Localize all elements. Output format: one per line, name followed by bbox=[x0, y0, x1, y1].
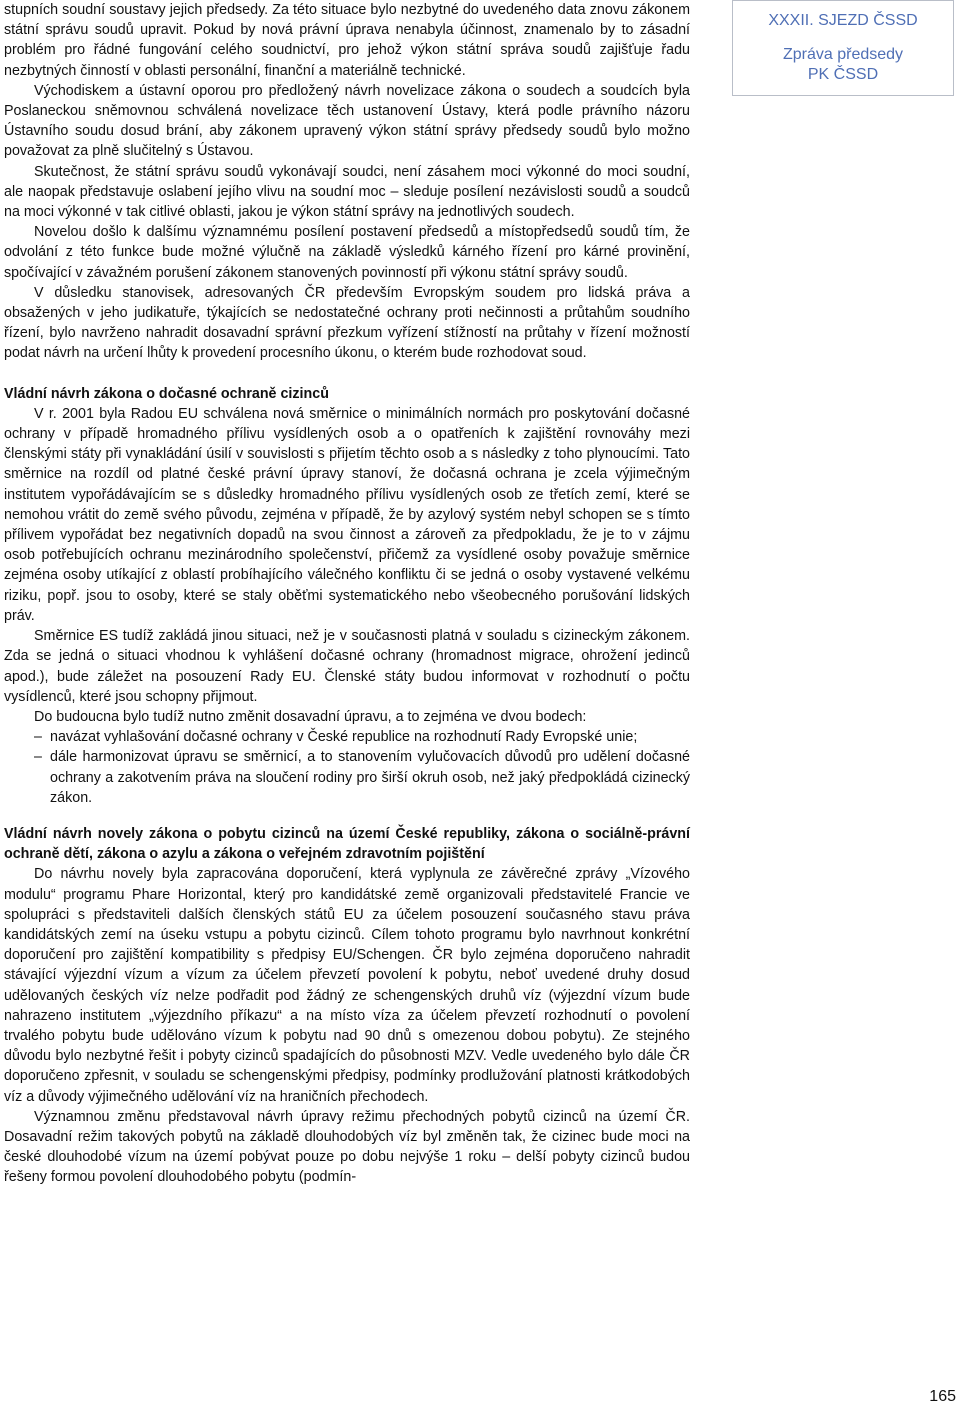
list-item-text: dále harmonizovat úpravu se směrnicí, a to stanovením vylučovacích důvodů pro udělení dočasné ochrany a zakotvením práva na sloučení rodiny pro širší okruh osob, než jaký předpokládá cizinecký zákon. bbox=[50, 749, 690, 806]
paragraph: V r. 2001 byla Radou EU schválena nová směrnice o minimálních normách pro poskytování dočasné ochrany v případě hromadného přílivu vysídlených osob a o opatřeních k zajištění rovnováhy mezi členskými státy při vynakládání úsilí v souvislosti s přijetím těchto osob a s následky z toho plynoucími. Tato směrnice na rozdíl od platné české právní úpravy stanoví, že dočasná ochrana je zcela výjimečným institutem vypořádávajícím se s důsledky hromadného přílivu vysídlených osob ze třetích zemí, které se nemohou vrátit do země svého původu, zejména v případě, že by azylový systém nebyl schopen se s tímto přílivem vypořádat bez negativních dopadů na svou činnost a zároveň za předpokladu, že je to v zájmu osob potřebujících ochranu mezinárodního společenství, přičemž za vysídlené osoby považuje směrnice zejména osoby utíkající z oblastí probíhajícího válečného konfliktu či se jedná o osoby vystavené velkému riziku, popř. jsou to osoby, které se staly oběťmi systematického nebo všeobecného porušování lidských práv. bbox=[4, 405, 690, 624]
paragraph: Skutečnost, že státní správu soudů vykonávají soudci, není zásahem moci výkonné do moci soudní, ale naopak představuje oslabení jejího vlivu na soudní moc – sleduje posílení nezávislosti soudů a soudců na moci výkonné v tak citlivé oblasti, jakou je výkon státní správy na jednotlivých soudech. bbox=[4, 163, 690, 221]
dash-list bbox=[4, 727, 690, 808]
report-subtitle-line1: Zpráva předsedy bbox=[782, 46, 904, 63]
dash-bullet: – bbox=[34, 749, 42, 766]
list-item bbox=[4, 747, 690, 808]
page-number: 165 bbox=[929, 1388, 956, 1405]
dash-bullet: – bbox=[34, 729, 42, 746]
section-heading: Vládní návrh zákona o dočasné ochraně cizinců bbox=[4, 385, 329, 402]
chapter-marker-box bbox=[732, 0, 954, 96]
list-item-text: navázat vyhlašování dočasné ochrany v České republice na rozhodnutí Rady Evropské unie; bbox=[50, 729, 638, 746]
paragraph: Do návrhu novely byla zapracována doporučení, která vyplynula ze závěrečné zprávy „Vízového modulu“ programu Phare Horizontal, který pro kandidátské země organizovali představitelé Francie ve spolupráci s představiteli dalších členských států EU za účelem posouzení současného stavu práva kandidátských zemí na úseku vstupu a pobytu cizinců. Cílem tohoto programu bylo navrhnout konkrétní doporučení pro zajištění kompatibility s předpisy EU/Schengen. ČR bylo zejména doporučeno nahradit stávající výjezdní vízum a vízum za účelem převzetí povolení k pobytu, neboť uvedené druhy dosud udělovaných českých víz nelze podřadit pod žádný ze schengenských druhů víz (výjezdní vízum bude nahrazeno institutem „výjezdního příkazu“ a na místo víza za účelem převzetí rozhodnutí o povolení trvalého pobytu bude udělováno vízum k pobytu nad 90 dnů s omezenou dobou pobytu). Ze stejného důvodu bylo nezbytné řešit i pobyty cizinců spadajících do působnosti MZV. Vedle uvedeného bylo dále ČR doporučeno zpřesnit, v souladu se schengenskými předpisy, podmínky prodlužování platnosti krátkodobých víz a důvody výjimečného udělování víz na hraničních přechodech. bbox=[4, 866, 690, 1105]
paragraph: Významnou změnu představoval návrh úpravy režimu přechodných pobytů cizinců na území ČR. Dosavadní režim takových pobytů na základě dlouhodobých víz byl změněn tak, že cizinec bude moci na české dlouhodobé vízum na území pobývat pouze po dobu nejvýše 1 roku – delší pobyty cizinců budou řešeny formou povolení dlouhodobého pobytu (podmín- bbox=[4, 1108, 690, 1186]
paragraph: Novelou došlo k dalšímu významnému posílení postavení předsedů a místopředsedů soudů tím, že odvolání z této funkce bude možné výlučně na základě výsledků kárného řízení pro kárné provinění, spočívající v závažném porušení zákonem stanovených povinností při výkonu státní správy soudů. bbox=[4, 224, 690, 281]
paragraph: V důsledku stanovisek, adresovaných ČR především Evropským soudem pro lidská práva a obsažených v jeho judikatuře, týkajících se nedostatečné ochrany proti nečinnosti a průtahům soudního řízení, bylo navrženo nahradit dosavadní správní přezkum vyřízení stížností na průtahy v řízení možností podat návrh na určení lhůty k provedení procesního úkonu, o kterém bude rozhodovat soud. bbox=[4, 284, 690, 362]
section-gap bbox=[4, 808, 690, 824]
paragraph: Do budoucna bylo tudíž nutno změnit dosavadní úpravu, a to zejména ve dvou bodech: bbox=[34, 708, 587, 725]
main-text-column bbox=[4, 0, 690, 1188]
paragraph: Východiskem a ústavní oporou pro předložený návrh novelizace zákona o soudech a soudcích byla Poslaneckou sněmovnou schválená novelizace těch ustanovení Ústavy, která podle právního názoru Ústavního soudu dosud brání, aby zákonem upravený výkon státní správy předsedy soudů bylo možno považovat za plně slučitelný s Ústavou. bbox=[4, 82, 690, 160]
congress-title: XXXII. SJEZD ČSSD bbox=[768, 12, 918, 29]
list-item bbox=[4, 727, 690, 747]
paragraph: stupních soudní soustavy jejich předsedy. Za této situace bylo nezbytné do uvedeného data znovu zákonem státní správu soudů upravit. Pokud by nová právní úprava nenabyla účinnost, znamenalo by to zásadní problém pro řádné fungování celého soudnictví, pro jehož výkon státní správa soudů zajišťuje řadu nezbytných činností v oblasti personální, finanční a materiálně technické. bbox=[4, 2, 690, 79]
section-gap bbox=[4, 364, 690, 384]
section-heading: Vládní návrh novely zákona o pobytu cizinců na území České republiky, zákona o sociálně-právní ochraně dětí, zákona o azylu a zákona o veřejném zdravotním pojištění bbox=[4, 825, 690, 863]
paragraph: Směrnice ES tudíž zakládá jinou situaci, než je v současnosti platná v souladu s cizineckým zákonem. Zda se jedná o situaci vhodnou k vyhlášení dočasné ochrany (hromadnost migrace, ohrožení jedinců apod.), bude záležet na posouzení Rady EU. Členské státy budou informovat v rozhodnutí o počtu vysídlenců, které jsou schopny přijmout. bbox=[4, 628, 690, 705]
report-subtitle-line2: PK ČSSD bbox=[807, 66, 879, 83]
